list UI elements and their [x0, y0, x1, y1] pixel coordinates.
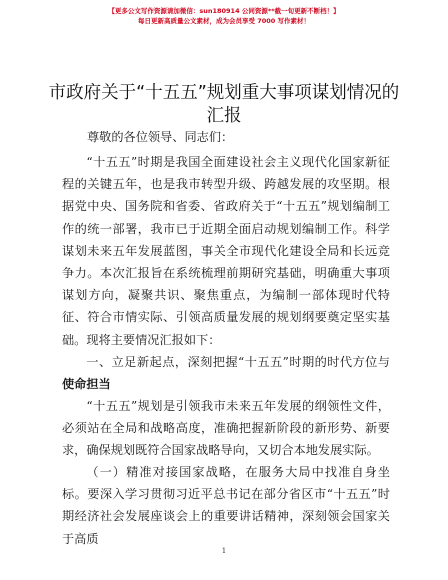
salutation: 尊敬的各位领导、同志们： [87, 130, 234, 144]
paragraph-section-1: “十五五”规划是引领我市未来五年发展的纲领性文件，必须站在全局和战略高度，准确把握新阶段的新形势、新要求，确保规划既符合国家战略导向，又切合本地发展实际。 [62, 399, 390, 458]
section-heading-1-text: 一、立足新起点，深刻把握“十五五”时期的时代方位与 [86, 355, 390, 369]
document-title: 市政府关于“十五五”规划重大事项谋划情况的汇报 [48, 83, 400, 126]
promo-banner [0, 6, 448, 26]
promo-banner-line-1: 【更多公文写作资源请加微信：sun180914 公同资源**截一旬更新不断档！】 [108, 7, 340, 15]
paragraph-subsection-1: （一）精准对接国家战略，在服务大局中找准自身坐标。要深入学习贯彻习近平总书记在部分省区市“十五五”时期经济社会发展座谈会上的重要讲话精神，深刻领会国家关于高质 [62, 465, 390, 546]
paragraph-intro: “十五五”时期是我国全面建设社会主义现代化国家新征程的关键五年，也是我市转型升级、跨越发展的攻坚期。根据党中央、国务院和省委、省政府关于“十五五”规划编制工作的统一部署，我市已于近期全面启动规划编制工作。科学谋划未来五年发展蓝图，事关全市现代化建设全局和长远竞争力。本次汇报旨在系统梳理前期研究基础，明确重大事项谋划方向，凝聚共识、聚焦重点，为编制一部体现时代特征、符合市情实际、引领高质量发展的规划纲要奠定坚实基础。现将主要情况汇报如下： [62, 155, 390, 347]
section-heading-1-bold: 使命担当 [62, 377, 111, 392]
page-number: 1 [221, 547, 227, 555]
section-heading-1 [62, 351, 390, 395]
promo-banner-line-2: 每日更新高质量公文素材，成为会员享受 7000 写作素材！ [137, 17, 311, 25]
